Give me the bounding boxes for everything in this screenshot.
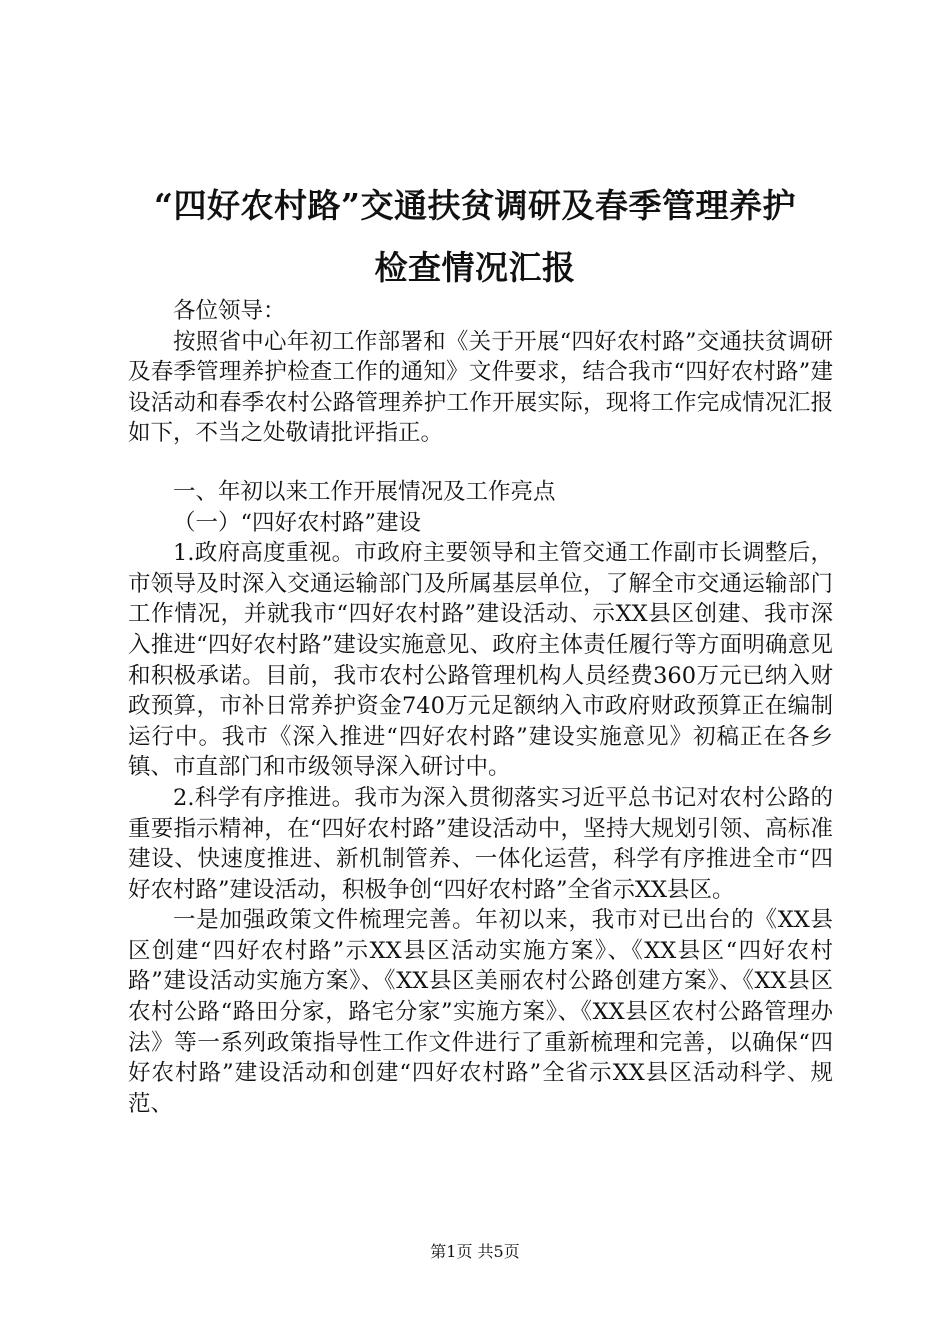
section-heading: 一、年初以来工作开展情况及工作亮点 — [173, 478, 556, 505]
paragraph-item-1: 1.政府高度重视。市政府主要领导和主管交通工作副市长调整后，市领导及时深入交通运输部门及所属基层单位，了解全市交通运输部门工作情况，并就我市“四好农村路”建设活动、示XX县区创建、我市深入推进“四好农村路”建设实施意见、政府主体责任履行等方面明确意见和积极承诺。目前，我市农村公路管理机构人员经费360万元已纳入财政预算，市补日常养护资金740万元足额纳入市政府财政预算正在编制运行中。我市《深入推进“四好农村路”建设实施意见》初稿正在各乡镇、市直部门和市级领导深入研讨中。 — [128, 540, 833, 781]
document-title-line-2: 检查情况汇报 — [374, 248, 576, 287]
document-title-line-1: “四好农村路”交通扶贫调研及春季管理养护 — [154, 186, 796, 225]
salutation: 各位领导： — [173, 298, 286, 324]
paragraph-item-2: 2.科学有序推进。我市为深入贯彻落实习近平总书记对农村公路的重要指示精神，在“四好农村路”建设活动中，坚持大规划引领、高标准建设、快速度推进、新机制管养、一体化运营，科学有序推进全市“四好农村路”建设活动，积极争创“四好农村路”全省示XX县区。 — [128, 784, 833, 903]
subsection-heading: （一）“四好农村路”建设 — [173, 509, 422, 536]
document-body — [128, 296, 833, 1119]
paragraph-intro: 按照省中心年初工作部署和《关于开展“四好农村路”交通扶贫调研及春季管理养护检查工作的通知》文件要求，结合我市“四好农村路”建设活动和春季农村公路管理养护工作开展实际，现将工作完成情况汇报如下，不当之处敬请批评指正。 — [128, 328, 833, 447]
paragraph-policy: 一是加强政策文件梳理完善。年初以来，我市对已出台的《XX县区创建“四好农村路”示XX县区活动实施方案》、《XX县区“四好农村路”建设活动实施方案》、《XX县区美丽农村公路创建方案》、《XX县区农村公路“路田分家，路宅分家”实施方案》、《XX县区农村公路管理办法》等一系列政策指导性工作文件进行了重新梳理和完善，以确保“四好农村路”建设活动和创建“四好农村路”全省示XX县区活动科学、规范、 — [128, 907, 833, 1117]
page-footer: 第1页 共5页 — [430, 1242, 520, 1261]
